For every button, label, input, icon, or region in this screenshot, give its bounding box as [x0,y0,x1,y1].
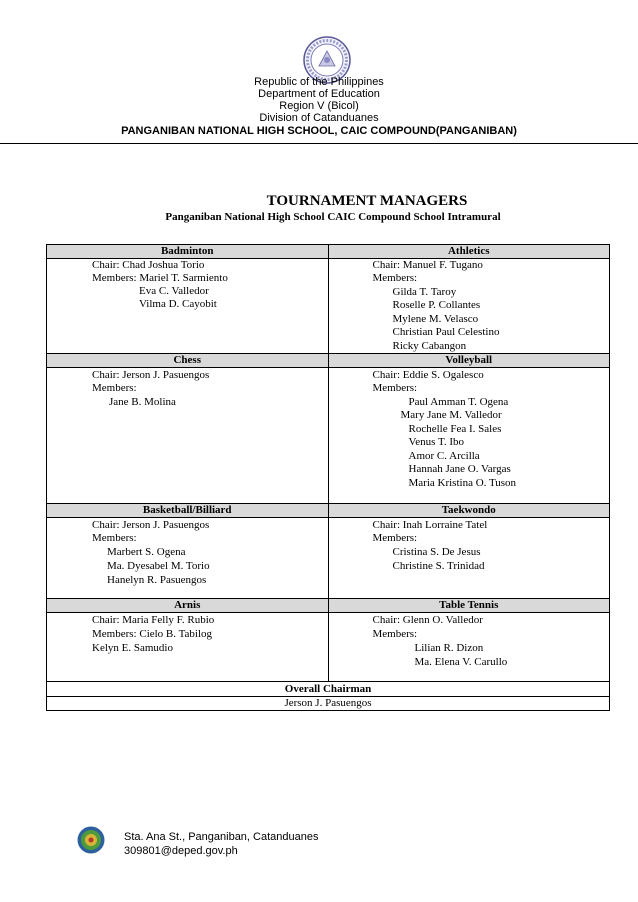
arnis-member: Kelyn E. Samudio [92,642,173,654]
footer-address: Sta. Ana St., Panganiban, Catanduanes [124,831,319,843]
chess-member: Jane B. Molina [109,396,176,408]
chess-members: Members: [92,382,137,394]
event-cell-taekwondo [328,518,610,599]
footer-contact [124,830,318,858]
overall-chairman-name: Jerson J. Pasuengos [47,697,610,711]
region-line: Region V (Bicol) [279,100,359,112]
athletics-member: Roselle P. Collantes [392,299,481,311]
division-line: Division of Catanduanes [259,112,379,124]
athletics-chair: Chair: Manuel F. Tugano [372,259,483,271]
overall-chairman-label: Overall Chairman [47,682,610,697]
badminton-member: Vilma D. Cayobit [139,298,217,310]
event-header-basketball: Basketball/Billiard [47,504,329,518]
basketball-member: Hanelyn R. Pasuengos [107,574,207,586]
letterhead [0,76,638,137]
event-cell-chess [47,368,329,504]
event-cell-basketball [47,518,329,599]
athletics-members: Members: [372,272,418,284]
page-title: TOURNAMENT MANAGERS [266,193,468,209]
event-cell-athletics [328,259,610,354]
event-header-chess: Chess [47,354,329,368]
school-name: PANGANIBAN NATIONAL HIGH SCHOOL, CAIC COMPOUND(PANGANIBAN) [121,125,517,137]
managers-table [46,244,610,711]
volleyball-member: Maria Kristina O. Tuson [408,477,517,489]
athletics-member: Mylene M. Velasco [392,313,479,325]
basketball-chair: Chair: Jerson J. Pasuengos [92,519,210,531]
taekwondo-member: Cristina S. De Jesus [392,546,481,558]
event-header-volleyball: Volleyball [328,354,610,368]
badminton-members: Members: Mariel T. Sarmiento [92,272,228,284]
basketball-member: Ma. Dyesabel M. Torio [107,560,210,572]
athletics-member: Christian Paul Celestino [392,326,500,338]
page-subtitle: Panganiban National High School CAIC Compound School Intramural [165,211,501,223]
school-logo-icon [77,826,105,854]
volleyball-member: Hannah Jane O. Vargas [408,463,511,475]
table-tennis-member: Ma. Elena V. Carullo [414,656,508,668]
event-header-table-tennis: Table Tennis [328,599,610,613]
arnis-members: Members: Cielo B. Tabilog [92,628,213,640]
badminton-chair: Chair: Chad Joshua Torio [92,259,205,271]
taekwondo-chair: Chair: Inah Lorraine Tatel [372,519,488,531]
basketball-member: Marbert S. Ogena [107,546,186,558]
arnis-chair: Chair: Maria Felly F. Rubio [92,614,215,626]
volleyball-members: Members: [372,382,418,394]
event-header-arnis: Arnis [47,599,329,613]
republic-line: Republic of the Philippines [254,76,384,88]
event-cell-volleyball [328,368,610,504]
volleyball-member: Mary Jane M. Valledor [400,409,502,421]
department-line: Department of Education [258,88,380,100]
header-divider [0,143,638,144]
table-tennis-members: Members: [372,628,418,640]
taekwondo-member: Christine S. Trinidad [392,560,485,572]
table-tennis-chair: Chair: Glenn O. Valledor [372,614,483,626]
event-header-taekwondo: Taekwondo [328,504,610,518]
event-header-badminton: Badminton [47,245,329,259]
event-cell-arnis [47,613,329,682]
volleyball-member: Amor C. Arcilla [408,450,480,462]
event-cell-badminton [47,259,329,354]
basketball-members: Members: [92,532,137,544]
athletics-member: Gilda T. Taroy [392,286,457,298]
table-tennis-member: Lilian R. Dizon [414,642,484,654]
volleyball-member: Rochelle Fea I. Sales [408,423,502,435]
volleyball-member: Paul Amman T. Ogena [408,396,509,408]
volleyball-member: Venus T. Ibo [408,436,465,448]
volleyball-chair: Chair: Eddie S. Ogalesco [372,369,484,381]
badminton-member: Eva C. Valledor [139,285,209,297]
athletics-member: Ricky Cabangon [392,340,467,352]
event-header-athletics: Athletics [328,245,610,259]
taekwondo-members: Members: [372,532,418,544]
event-cell-table-tennis [328,613,610,682]
chess-chair: Chair: Jerson J. Pasuengos [92,369,210,381]
footer-email: 309801@deped.gov.ph [124,845,238,857]
